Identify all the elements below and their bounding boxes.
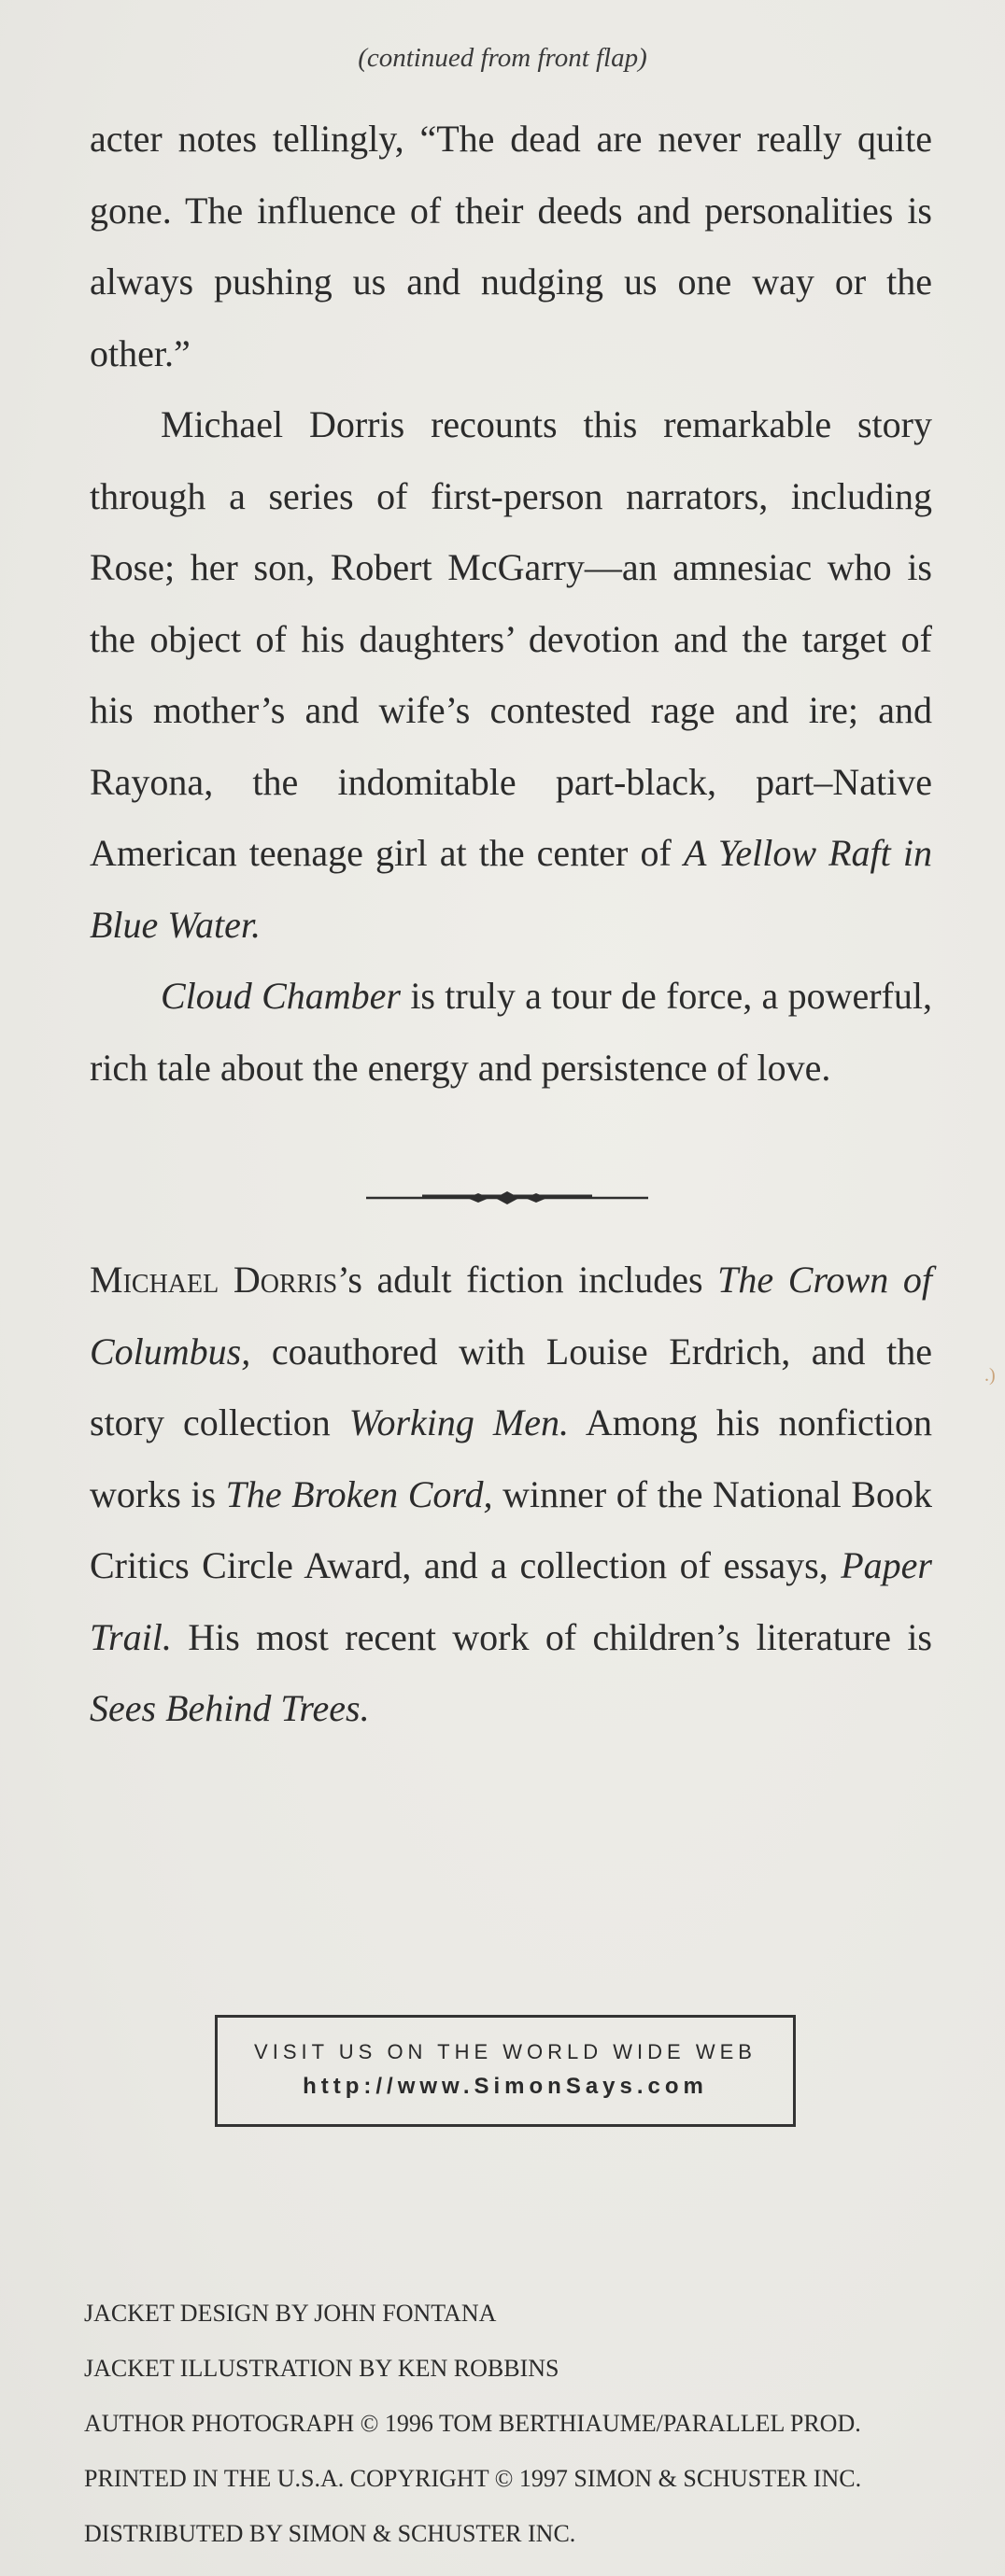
summary-text <box>90 104 932 1104</box>
credit-copyright: PRINTED IN THE U.S.A. COPYRIGHT © 1997 SIMON & SCHUSTER INC. <box>84 2465 862 2492</box>
summary-paragraph-3 <box>90 961 932 1104</box>
bio-text-5: His most recent work of children’s literature is <box>171 1615 932 1658</box>
book-title-sees-behind-trees: Sees Behind Trees. <box>90 1687 370 1729</box>
author-bio <box>90 1245 932 1745</box>
continued-note: (continued from front flap) <box>358 43 647 73</box>
author-name: Michael Dorris <box>90 1259 338 1301</box>
ornament-divider <box>366 1184 648 1212</box>
credit-jacket-illustration: JACKET ILLUSTRATION BY KEN ROBBINS <box>84 2355 559 2382</box>
credit-distributor: DISTRIBUTED BY SIMON & SCHUSTER INC. <box>84 2520 576 2547</box>
book-title-crown-of-columbus: The Crown of Columbus, <box>90 1259 932 1372</box>
credit-author-photograph: AUTHOR PHOTOGRAPH © 1996 TOM BERTHIAUME/PARALLEL PROD. <box>84 2410 861 2437</box>
credit-jacket-design: JACKET DESIGN BY JOHN FONTANA <box>84 2300 497 2327</box>
summary-paragraph-3-text: is truly a tour de force, a powerful, rich tale about the energy and persistence of love. <box>90 975 932 1089</box>
summary-paragraph-2 <box>90 389 932 961</box>
book-title-yellow-raft: A Yellow Raft in Blue Water. <box>90 832 933 946</box>
book-title-cloud-chamber: Cloud Chamber <box>161 975 401 1017</box>
page-smudge: .) <box>984 1365 996 1386</box>
book-title-broken-cord: The Broken Cord, <box>225 1472 493 1515</box>
book-title-working-men: Working Men. <box>348 1401 569 1443</box>
author-bio-paragraph <box>90 1245 932 1745</box>
website-box <box>215 2015 796 2127</box>
website-url: http://www.SimonSays.com <box>303 2074 708 2099</box>
book-title-paper-trail: Paper Trail. <box>90 1544 932 1658</box>
bio-text-3: Among his nonfiction works is <box>90 1401 933 1515</box>
bio-text-2: coauthored with Louise Erdrich, and the story collection <box>90 1330 932 1443</box>
bio-text-1: ’s adult fiction includes <box>337 1259 718 1301</box>
bio-text-4: winner of the National Book Critics Circle Award, and a collection of essays, <box>90 1472 932 1586</box>
jacket-credits <box>84 2286 943 2561</box>
summary-paragraph-2-text: Michael Dorris recounts this remarkable story through a series of first-person narrators, including Rose; her son, Robert McGarry—an amnesiac who is the object of his daughters’ devotion and the target of his mother’s and wife’s contested rage and ire; and Rayona, the indomitable part-black, part–Native American teenage girl at the center of <box>90 403 932 874</box>
website-heading: VISIT US ON THE WORLD WIDE WEB <box>254 2040 757 2063</box>
summary-paragraph-1: acter notes tellingly, “The dead are never really quite gone. The influence of their deeds and personalities is always pushing us and nudging us one way or the other.” <box>90 118 932 374</box>
